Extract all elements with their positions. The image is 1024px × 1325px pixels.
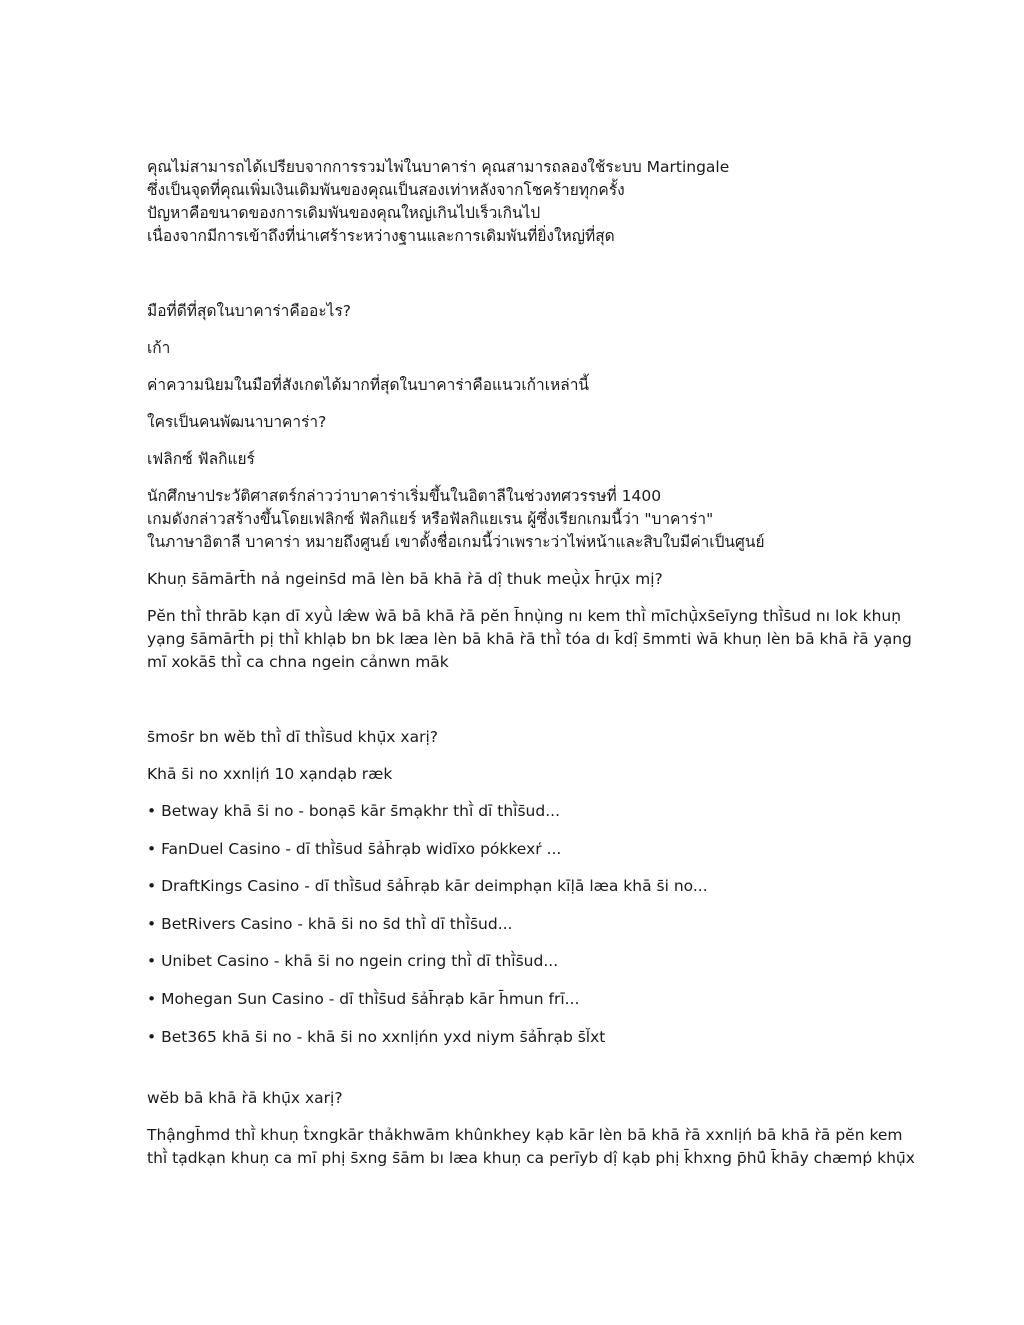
intro-line: เนื่องจากมีการเข้าถึงที่น่าเศร้าระหว่างฐานและการเดิมพันที่ยิ่งใหญ่ที่สุด [147, 227, 615, 245]
answer-fund-online [147, 605, 912, 674]
list-item: • Betway khā s̄i no - bonạs̄ kār s̄mạkhr thī̀ dī thī̀s̄ud... [147, 802, 561, 820]
question-fund-online: Khuṇ s̄āmārt̄h nả ngeins̄d mā lèn bā khā r̀ā dị̂ thuk meụ̄̀x h̄rụ̄x mị? [147, 570, 663, 588]
document-body [147, 156, 915, 1184]
history-line: ในภาษาอิตาลี บาคาร่า หมายถึงศูนย์ เขาตั้งชื่อเกมนี้ว่าเพราะว่าไพ่หน้าและสิบใบมีค่าเป็นศูนย์ [147, 533, 765, 551]
answer-line: Thậngh̄md thī̀ khuṇ t̂xngkār thảkhwām khûnkhey kạb kār lèn bā khā r̀ā xxnlịń bā khā r̀ā pĕn kem [147, 1126, 903, 1145]
history-line: นักศึกษาประวัติศาสตร์กล่าวว่าบาคาร่าเริ่มขึ้นในอิตาลีในช่วงทศวรรษที่ 1400 [147, 487, 662, 505]
answer-line: mī xokās̄ thī̀ ca chna ngein cảnwn māk [147, 653, 449, 671]
intro-paragraph [147, 156, 887, 248]
history-line: เกมดังกล่าวสร้างขึ้นโดยเฟลิกซ์ ฟัลกิแยร์ หรือฟัลกิแยเรน ผู้ซึ่งเรียกเกมนี้ว่า "บาคาร่า" [147, 510, 714, 528]
intro-line: ซึ่งเป็นจุดที่คุณเพิ่มเงินเดิมพันของคุณเป็นสองเท่าหลังจากโชคร้ายทุกครั้ง [147, 181, 625, 199]
question-best-hand: มือที่ดีที่สุดในบาคาร่าคืออะไร? [147, 302, 352, 320]
list-item: • FanDuel Casino - dī thī̀s̄ud s̄ảh̄rạb widīxo pókkexr̒ ... [147, 839, 562, 858]
answer-baccarat-site [147, 1124, 915, 1170]
intro-line: ปัญหาคือขนาดของการเดิมพันของคุณใหญ่เกินไปเร็วเกินไป [147, 204, 541, 222]
answer-best-hand: เก้า [147, 339, 171, 357]
answer-developer: เฟลิกซ์ ฟัลกิแยร์ [147, 450, 255, 468]
question-baccarat-site: wĕb bā khā r̀ā khụ̄x xarị? [147, 1089, 343, 1108]
answer-best-site: Khā s̄i no xxnlịń̒ 10 xạndạb ræk [147, 765, 393, 783]
question-developer: ใครเป็นคนพัฒนาบาคาร่า? [147, 413, 327, 431]
question-best-site: s̄mos̄r bn wĕb thī̀ dī thī̀s̄ud khụ̄x xarị? [147, 728, 438, 746]
intro-line: คุณไม่สามารถได้เปรียบจากการรวมไพ่ในบาคาร่า คุณสามารถลองใช้ระบบ Martingale [147, 158, 730, 176]
history-paragraph [147, 485, 887, 554]
list-item: • Mohegan Sun Casino - dī thī̀s̄ud s̄ảh̄rạb kār h̄mun frī... [147, 989, 580, 1008]
list-item: • BetRivers Casino - khā s̄i no s̄d thī̀ dī thī̀s̄ud... [147, 914, 513, 933]
answer-line: Pĕn thī̀ thrāb kạn dī xyū̀ læ̂w ẁā bā khā r̀ā pĕn h̄nụ̀ng nı kem thī̀ mīchụ̄̀xs̄eīyng thī̀s̄ud nı lok khuṇ [147, 607, 902, 625]
casino-list [147, 800, 887, 1049]
answer-line: yạng s̄āmārt̄h pị thī̀ khlạb bn bk læa lèn bā khā r̀ā thī̀ tóa dı k̄dị̂ s̄mmti ẁā khuṇ lèn bā khā r̀ā yạng [147, 630, 912, 648]
spacer [147, 688, 887, 726]
list-item: • Unibet Casino - khā s̄i no ngein cring thī̀ dī thī̀s̄ud... [147, 952, 559, 971]
list-item: • Bet365 khā s̄i no - khā s̄i no xxnlịńn yxd niym s̄ảh̄rạb s̄l̆xt [147, 1027, 606, 1046]
spacer [147, 262, 887, 300]
answer-best-hand-detail: ค่าความนิยมในมือที่สังเกตได้มากที่สุดในบาคาร่าคือแนวเก้าเหล่านี้ [147, 376, 590, 394]
spacer [147, 1063, 887, 1087]
list-item: • DraftKings Casino - dī thī̀s̄ud s̄ảh̄rạb kār deimphạn kīḷā læa khā s̄i no... [147, 877, 708, 896]
answer-line: thī̀ tạdkạn khuṇ ca mī phị s̄xng s̄ām bı læa khuṇ ca perīyb dị̂ kạb phị k̄hxng p̄hū̂ k̄hāy chæmp̒ khụ̄x [147, 1149, 915, 1168]
